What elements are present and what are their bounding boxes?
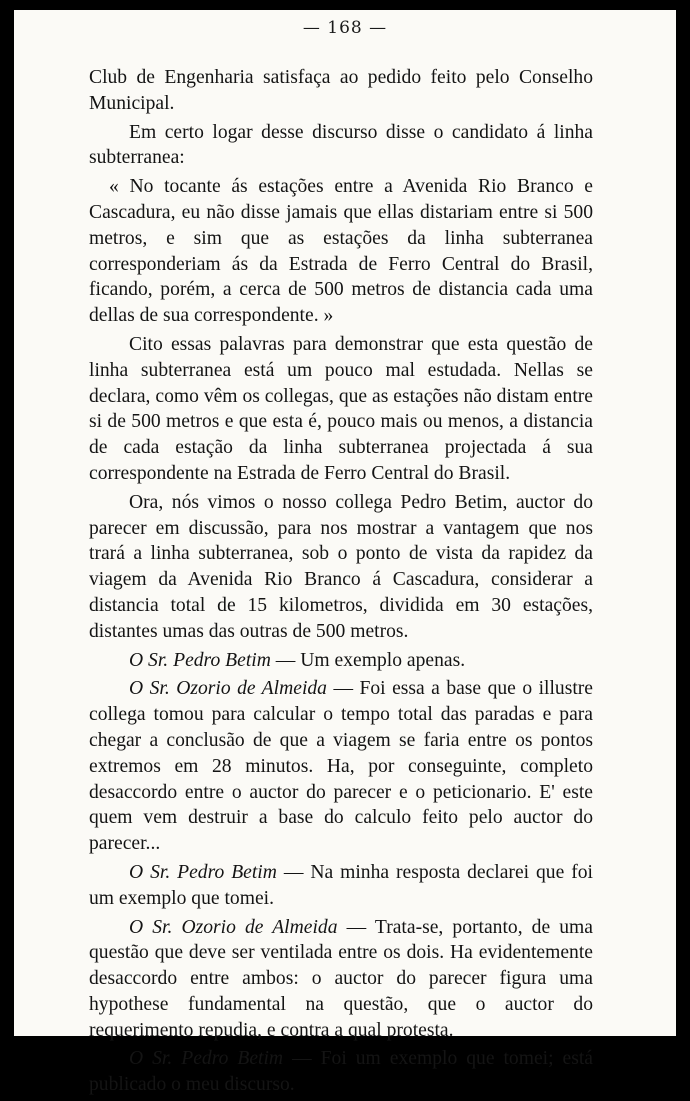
speaker-name: O Sr. Pedro Betim [129, 1048, 284, 1070]
dialogue-paragraph [89, 1046, 593, 1098]
paragraph-text: — Trata-se, portanto, de uma questão que deve ser ventilada entre os dois. Ha evidentemente desaccordo entre ambos: o auctor do parecer figura uma hypothese fundamental na questão, que o auctor do requerimento repudia, e contra a qual protesta. [89, 916, 593, 1041]
paragraph-text: — Na minha resposta declarei que foi um exemplo que tomei. [89, 861, 593, 909]
paragraph-text: — Foi essa a base que o illustre collega tomou para calcular o tempo total das paradas e para chegar a conclusão de que a viagem se faria entre os pontos extremos em 28 minutos. Ha, por conseguinte, completo desaccordo entre o auctor do parecer e o peticionario. E' este quem vem destruir a base do calculo feito pelo auctor do parecer... [89, 678, 593, 855]
dialogue-paragraph [89, 860, 593, 912]
paragraph-text: « No tocante ás estações entre a Avenida Rio Branco e Cascadura, eu não disse jamais que ellas distariam entre si 500 metros, e sim que as estações da linha subterranea corresponderiam ás da Estrada de Ferro Central do Brasil, ficando, porém, a cerca de 500 metros de distancia cada uma dellas de sua correspondente. » [89, 176, 593, 327]
paragraph-text: — Um exemplo apenas. [275, 649, 466, 671]
dialogue-paragraph [89, 676, 593, 857]
paragraph-text: Cito essas palavras para demonstrar que esta questão de linha subterranea está um pouco mal estudada. Nellas se declara, como vêm os collegas, que as estações não distam entre si de 500 metros e que esta é, pouco mais ou menos, a distancia de cada estação da linha subterranea projectada á sua correspondente na Estrada de Ferro Central do Brasil. [89, 333, 593, 484]
dialogue-paragraph [89, 915, 593, 1044]
paragraph-5 [89, 490, 593, 645]
paragraph-2 [89, 120, 593, 172]
paragraph-4 [89, 332, 593, 487]
page-body [89, 65, 593, 1101]
book-page [14, 10, 676, 1096]
quotation-paragraph [89, 174, 593, 329]
speaker-name: O Sr. Ozorio de Almeida [129, 916, 338, 938]
paragraph-text: — Foi um exemplo que tomei; está publicado o meu discurso. [89, 1048, 593, 1096]
paragraph-text: Ora, nós vimos o nosso collega Pedro Betim, auctor do parecer em discussão, para nos mostrar a vantagem que nos trará a linha subterranea, sob o ponto de vista da rapidez da viagem da Avenida Rio Branco á Cascadura, considerar a distancia total de 15 kilometros, dividida em 30 estações, distantes umas das outras de 500 metros. [89, 491, 593, 642]
speaker-name: O Sr. Pedro Betim [129, 861, 277, 883]
paragraph-text: Club de Engenharia satisfaça ao pedido feito pelo Conselho Municipal. [89, 67, 593, 114]
speaker-name: O Sr. Ozorio de Almeida [129, 678, 327, 700]
paragraph-1 [89, 65, 593, 117]
speaker-name: O Sr. Pedro Betim [129, 649, 271, 671]
paragraph-text: Em certo logar desse discurso disse o candidato á linha subterranea: [89, 121, 593, 169]
page-number: — 168 — [302, 18, 388, 38]
dialogue-paragraph [89, 648, 593, 674]
